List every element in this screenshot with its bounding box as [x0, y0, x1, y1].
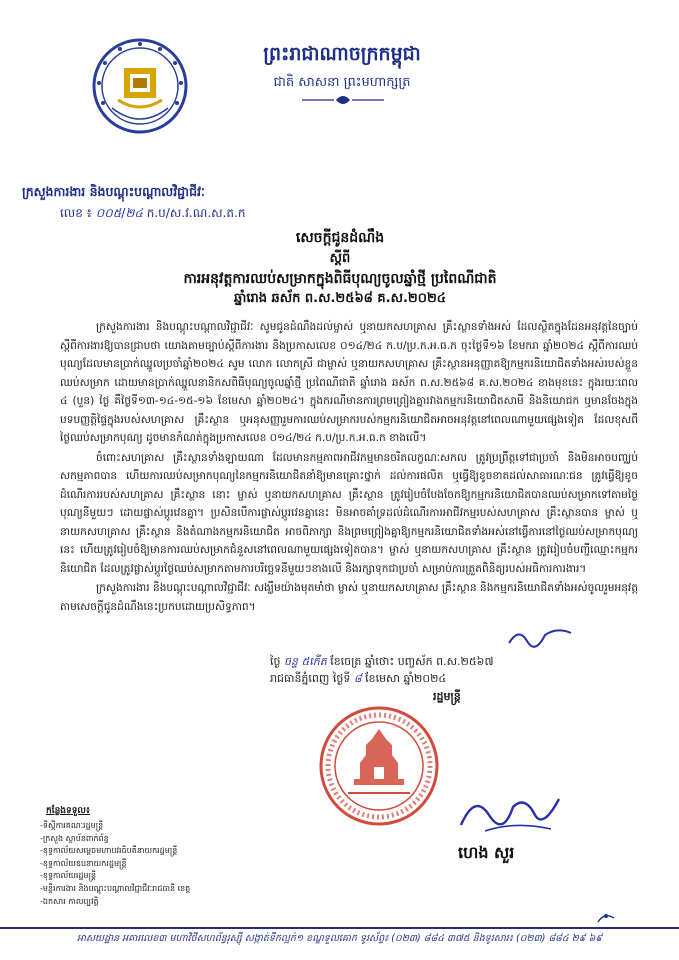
lunar-month: ខែចេត្រ — [330, 655, 362, 668]
solar-suffix: ខែមេសា ឆ្នាំ២០២៤ — [365, 672, 447, 685]
subject-year: ឆ្នាំរោង ឆស័ក ព.ស.២៥៦៨ គ.ស.២០២៤ — [233, 291, 447, 306]
solar-prefix: រាជធានីភ្នំពេញ ថ្ងៃទី — [270, 672, 351, 685]
cc-item: -ឯកសារ កាលប្បវត្តិ — [40, 896, 99, 906]
cc-item: -ខុទ្ទកាល័យឧបនាយករដ្ឋមន្ត្រី — [40, 858, 127, 868]
official-seal — [318, 705, 440, 827]
notice-title: សេចក្តីជូនដំណឹង — [295, 230, 385, 246]
minister-signature — [455, 785, 565, 840]
lunar-date — [270, 655, 493, 671]
footer-divider — [0, 927, 679, 929]
reference-handwritten-year: ២៤ — [125, 206, 143, 220]
body-paragraph: ក្រសួងការងារ និងបណ្តុះបណ្តាលវិជ្ជាជីវៈ សូមជូនដំណឹងដល់ម្ចាស់ ឬនាយកសហគ្រាស គ្រឹះស្ថានទាំងអស់ ដែលស្ថិតក្នុងដែនអនុវត្តនៃច្បាប់ស្តីពីការងារឱ្យបានជ្រាបថា យោងតាមច្បាប់ស្តីពីការងារ និងប្រកាសលេខ ០១៤/២៤ ក.ប/ប្រ.ក.អ.ធ.ក ចុះថ្ងៃទី១៦ ខែមករា ឆ្នាំ២០២៤ ស្តីពីការឈប់បុណ្យដែលមានប្រាក់ឈ្នួលប្រចាំឆ្នាំ២០២៤ សូម លោក លោកស្រី ជាម្ចាស់ ឬនាយកសហគ្រាស គ្រឹះស្ថានអនុញ្ញាតឱ្យកម្មករនិយោជិតទាំងអស់របស់ខ្លួន ឈប់សម្រាក ដោយមានប្រាក់ឈ្នួលនានិកសពិធីបុណ្យចូលឆ្នាំថ្មី ប្រពៃណីជាតិ ឆ្នាំរោង ឆស័ក ព.ស.២៥៦៨ គ.ស.២០២៤ ខាងមុខនេះ ក្នុងរយៈពេល ៤ (បួន) ថ្ងៃ គឺថ្ងៃទី១៣-១៤-១៥-១៦ ខែមេសា ឆ្នាំ២០២៤។ ក្នុងករណីមានការព្រមព្រៀងគ្នារវាងកម្មករនិយោជិតសាមី និងនិយោជក ឬមានចែងក្នុងបទបញ្ញត្តិផ្ទៃក្នុងរបស់សហគ្រាស គ្រឹះស្ថាន ឬអនុសញ្ញារួមការឈប់សម្រាករបស់កម្មករនិយោជិតអាចអនុវត្តនៅពេលណាមួយផ្សេងទៀត ដែលខុសពីថ្ងៃឈប់សម្រាកបុណ្យ ដូចមានកំណត់ក្នុងប្រកាសលេខ ០១៤/២៤ ក.ប/ប្រ.ក.អ.ធ.ក ខាងលើ។ — [60, 321, 638, 444]
minister-title: រដ្ឋមន្ត្រី — [433, 690, 461, 703]
ministry-name: ក្រសួងការងារ និងបណ្តុះបណ្តាលវិជ្ជាជីវៈ — [22, 184, 205, 199]
notice-body — [60, 318, 638, 617]
reference-prefix: លេខ ៖ — [60, 206, 92, 220]
national-motto: ជាតិ សាសនា ព្រះមហាក្សត្រ — [273, 75, 411, 90]
ornament-divider — [300, 94, 386, 106]
initial-signature — [505, 623, 575, 653]
cc-item: -មន្ទីរការងារ និងបណ្តុះបណ្តាលវិជ្ជាជីវៈរាជធានី ខេត្ត — [40, 883, 191, 893]
cc-heading: កន្លែងទទួល៖ — [46, 806, 90, 816]
subject-title: ការអនុវត្តការឈប់សម្រាកក្នុងពិធីបុណ្យចូលឆ្នាំថ្មី ប្រពៃណីជាតិ — [183, 271, 497, 287]
kingdom-title: ព្រះរាជាណាចក្រកម្ពុជា — [263, 43, 421, 65]
lunar-year: ឆ្នាំថោះ បញ្ចស័ក ព.ស.២៥៦៧ — [364, 655, 494, 668]
corner-ornament — [596, 910, 616, 926]
cc-item: -ខុទ្ទកាល័យរដ្ឋមន្ត្រី — [40, 871, 97, 881]
solar-handwritten-day: ៨ — [353, 672, 362, 685]
lunar-handwritten: ចន្ទ ៥កើត — [283, 655, 327, 668]
reference-suffix: ក.ប/ស.វ.ណ.ស.ត.ក — [146, 206, 246, 220]
reference-handwritten-number: ០០៥ — [95, 206, 122, 220]
body-paragraph: ចំពោះសហគ្រាស គ្រឹះស្ថានទាំងឡាយណា ដែលមានកម្មភាពអាជីវកម្មមានចរិតលក្ខណៈសកល ត្រូវប្រព្រឹត្តទៅជាប្រចាំ និងមិនអាចបញ្ឈប់សកម្មភាពបាន ហើយការឈប់សម្រាកបុណ្យនៃកម្មករនិយោជិតនាំឱ្យមានគ្រោះថ្នាក់ ដល់ការផលិត ឬធ្វើឱ្យខូចខាតដល់សាធារណៈជន ត្រូវធ្វើឱ្យខូចដំណើរការរបស់សហគ្រាស គ្រឹះស្ថាន នោះ ម្ចាស់ ឬនាយកសហគ្រាស គ្រឹះស្ថាន ត្រូវរៀបចំបែងចែកឱ្យកម្មករនិយោជិតបានឈប់សម្រាកទៅតាមថ្ងៃបុណ្យនីមួយៗ ដោយផ្លាស់ប្តូរវេនគ្នា។ ប្រសិនបើការផ្លាស់ប្តូរវេនគ្នានេះ មិនអាចគាំទ្រដល់ដំណើរការអាជីវកម្មរបស់សហគ្រាស គ្រឹះស្ថានបាន ម្ចាស់ ឬនាយកសហគ្រាស គ្រឹះស្ថាន និងតំណាងកម្មករនិយោជិត អាចពិភាក្សា និងព្រមព្រៀងគ្នាឱ្យកម្មករនិយោជិតទាំងអស់នៅធ្វើការនៅថ្ងៃឈប់សម្រាកបុណ្យនេះ ហើយត្រូវរៀបចំឱ្យមានការឈប់សម្រាកជំនួសនៅពេលណាមួយផ្សេងទៀតបាន។ ម្ចាស់ ឬនាយកសហគ្រាស គ្រឹះស្ថាន ត្រូវរៀបចំបញ្ជីឈ្មោះកម្មករនិយោជិត ដែលត្រូវផ្លាស់ប្តូរថ្ងៃឈប់សម្រាកតាមការបរិច្ឆេទនីមួយៗខាងលើ និងរក្សាទុកជាប្រចាំ សម្រាប់ការត្រួតពិនិត្យរបស់អធិការការងារ។ — [60, 451, 638, 575]
cc-item: -ទីស្តីការគណៈរដ្ឋមន្ត្រី — [40, 821, 104, 830]
cc-item: -ខុទ្ទកាល័យសម្តេចមហាបវរធិបតីនាយករដ្ឋមន្ត្រី — [40, 846, 178, 856]
solar-date — [270, 672, 446, 688]
body-paragraph: ក្រសួងការងារ និងបណ្តុះបណ្តាលវិជ្ជាជីវៈ សង្ឃឹមយ៉ាងមុតមាំថា ម្ចាស់ ឬនាយកសហគ្រាស គ្រឹះស្ថាន និងកម្មករនិយោជិតទាំងអស់ចូលរួមអនុវត្តតាមសេចក្តីជូនដំណឹងនេះប្រកបដោយប្រសិទ្ធភាព។ — [60, 582, 638, 613]
subject-label: ស្តីពី — [329, 251, 351, 266]
cc-list — [40, 820, 190, 908]
footer-address: អាសយដ្ឋាន អគារលេខ៣ មហាវិថីសហព័ន្ធរុស្ស៊ី សង្កាត់ទឹកល្អក់១ ខណ្ឌទួលគោក ទូរស័ព្ទ៖ (០២៣) ៨៨៤ ៣៧៥ និងទូរសារ៖ (០២៣) ៨៨៤ ២៩ ៦៩ — [76, 933, 603, 944]
minister-name: ហេង សួរ — [458, 843, 515, 862]
cc-item: -ក្រសួង ស្ថាប័នពាក់ព័ន្ធ — [40, 833, 109, 843]
reference-number: លេខ ៖ ០០៥/២៤ ក.ប/ស.វ.ណ.ស.ត.ក — [60, 206, 246, 220]
lunar-prefix: ថ្ងៃ — [270, 655, 281, 668]
ministry-logo — [92, 38, 188, 134]
